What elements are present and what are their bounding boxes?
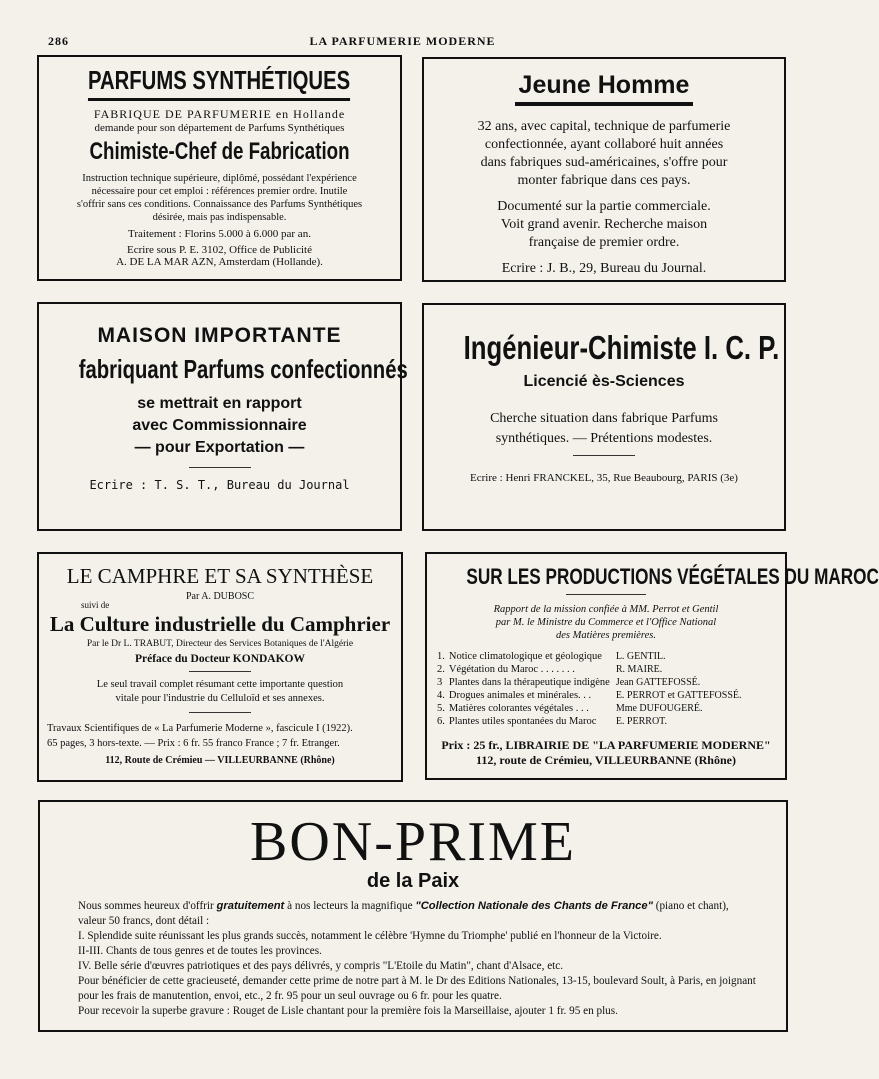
ad-maison-importante [37,302,408,531]
ad6-line: des Matières premières. [555,630,657,641]
ad5-travaux [39,721,401,751]
ad7-item1: I. Splendide suite réunissant les plus grands succès, notamment le célèbre 'Hymne du Triomphe' publié en l'honneur de la Victoire. [78,930,662,942]
ad5-preface: Préface du Docteur KONDAKOW [134,653,306,665]
ad5-suivi: suivi de [81,600,110,610]
ad1-body-line: s'offrir sans ces conditions. Connaissance des Parfums Synthétiques [76,199,363,210]
journal-title: LA PARFUMERIE MODERNE [309,34,496,48]
ad1-line1: FABRIQUE DE PARFUMERIE en Hollande [93,107,346,121]
contents-label: Notice climatologique et géologique [448,651,602,662]
ad1-contact1: Ecrire sous P. E. 3102, Office de Publicité [127,244,312,256]
ad-jeune-homme [422,57,786,282]
ad1-position: Chimiste-Chef de Fabrication [89,138,350,165]
ad2-line: française de premier ordre. [528,235,680,250]
ad-parfums-synthetiques [37,55,402,281]
ad1-body [39,172,400,224]
ad5-line: vitale pour l'industrie du Celluloïd et ses annexes. [115,693,325,704]
divider [189,712,251,713]
ad1-contact2: A. DE LA MAR AZN, Amsterdam (Hollande). [116,256,323,268]
ad7-text [40,893,786,1019]
ad4-body [424,409,784,449]
ad5-title: LE CAMPHRE ET SA SYNTHÈSE [66,564,374,588]
ad1-body-line: Instruction technique supérieure, diplômé, possédant l'expérience [82,173,357,184]
contents-row [437,702,742,715]
ad7-item3: IV. Belle série d'œuvres patriotiques et des pays délivrés, y compris "L'Etoile du Matin", chant d'Alsace, etc. [78,960,564,972]
contents-num: 1. [437,651,445,662]
contents-row [437,715,742,728]
ad3-line: — pour Exportation — [134,439,305,456]
ad7-intro-c: à nos lecteurs la magnifique [287,900,413,912]
contents-author: Jean GATTEFOSSÉ. [615,677,701,688]
ad6-address: 112, route de Crémieu, VILLEURBANNE (Rhône) [476,753,736,767]
ad6-price: Prix : 25 fr., LIBRAIRIE DE "LA PARFUMERIE MODERNE" [441,738,771,752]
contents-label: Plantes dans la thérapeutique indigène [448,677,610,688]
contents-label: Végétation du Maroc . . . . . . . [448,664,575,675]
ad4-contact: Ecrire : Henri FRANCKEL, 35, Rue Beaubourg, PARIS (3e) [470,472,738,484]
contents-row [437,650,742,663]
ad5-body [39,678,401,706]
ad5-line: 65 pages, 3 hors-texte. — Prix : 6 fr. 55 franco France ; 7 fr. Etranger. [47,738,340,749]
ad7-item2: II-III. Chants de tous genres et de toutes les provinces. [78,945,322,957]
contents-author: R. MAIRE. [615,664,663,675]
contents-row [437,663,742,676]
ad7-gravure: Pour recevoir la superbe gravure : Rouget de Lisle chantant pour la première fois la Marseillaise, ajouter 1 fr. 95 en plus. [78,1005,618,1017]
ad7-intro-b: gratuitement [216,900,285,912]
ad3-line2: fabriquant Parfums confectionnés [78,354,408,384]
ad7-title: BON-PRIME [249,811,577,873]
ad3-line1: MAISON IMPORTANTE [97,324,342,347]
contents-num: 6. [437,716,445,727]
ad7-intro-a: Nous sommes heureux d'offrir [78,900,214,912]
contents-label: Drogues animales et minérales. . . [448,690,592,701]
ad1-salary: Traitement : Florins 5.000 à 6.000 par an. [128,228,311,240]
ad6-report [427,603,785,642]
ad3-line: se mettrait en rapport [137,395,302,412]
contents-num: 2. [437,664,445,675]
contents-label: Plantes utiles spontanées du Maroc [448,716,597,727]
ad1-title: PARFUMS SYNTHÉTIQUES [88,65,350,101]
ad7-subtitle: de la Paix [366,870,460,892]
ad2-line: Voit grand avenir. Recherche maison [500,217,708,232]
ad6-contents-table [437,650,742,728]
divider [573,455,635,456]
ad5-line: Travaux Scientifiques de « La Parfumerie Moderne », fascicule I (1922). [47,723,353,734]
ad2-title: Jeune Homme [515,71,694,106]
divider [189,671,251,672]
ad6-line: Rapport de la mission confiée à MM. Perrot et Gentil [493,604,719,615]
ad5-line: Le seul travail complet résumant cette importante question [96,679,344,690]
contents-label: Matières colorantes végétales . . . [448,703,589,714]
contents-row [437,676,742,689]
ad3-contact: Ecrire : T. S. T., Bureau du Journal [89,478,350,492]
ad7-intro-d: "Collection Nationale des Chants de France" [415,900,653,912]
ad2-line: 32 ans, avec capital, technique de parfumerie [477,119,731,134]
ad5-author: Par A. DUBOSC [185,591,255,602]
contents-num: 3 [437,677,443,688]
ad7-intro [78,899,756,929]
ad-ingenieur-chimiste [422,303,786,531]
ad1-line2: demande pour son département de Parfums Synthétiques [94,122,345,134]
ad5-trabut: Par le Dr L. TRABUT, Directeur des Services Botaniques de l'Algérie [86,639,354,649]
ad7-intro-e: (piano et chant), valeur 50 francs, dont détail : [78,900,729,927]
contents-num: 5. [437,703,445,714]
divider [566,594,646,595]
contents-author: E. PERROT. [615,716,668,727]
ad1-body-line: nécessaire pour cet emploi : références premier ordre. Inutile [91,186,348,197]
ad3-line3 [39,393,400,459]
contents-num: 4. [437,690,445,701]
ad5-address: 112, Route de Crémieu — VILLEURBANNE (Rhône) [105,755,335,766]
contents-row [437,689,742,702]
ad6-title: SUR LES PRODUCTIONS VÉGÉTALES DU MAROC [466,564,879,589]
page-number: 286 [48,34,69,48]
ad4-line: Cherche situation dans fabrique Parfums [490,411,718,426]
divider [189,467,251,468]
ad2-contact: Ecrire : J. B., 29, Bureau du Journal. [501,261,707,276]
ad2-line: Documenté sur la partie commerciale. [497,199,711,214]
contents-author: E. PERROT et GATTEFOSSÉ. [615,690,742,701]
contents-author: L. GENTIL. [615,651,666,662]
ad1-body-line: désirée, mais pas indispensable. [152,212,287,223]
ad-bon-prime [38,800,788,1032]
ad-camphre [37,552,403,782]
contents-author: Mme DUFOUGERÉ. [615,703,703,714]
ad4-subtitle: Licencié ès-Sciences [523,373,685,390]
page-header [40,30,765,50]
ad4-title: Ingénieur-Chimiste I. C. P. [463,329,780,366]
ad5-title2: La Culture industrielle du Camphrier [49,612,391,636]
ad2-para1 [424,118,784,190]
ad-productions-maroc [425,552,879,780]
ad2-line: confectionnée, ayant collaboré huit années [484,137,724,152]
ad2-line: dans fabriques sud-américaines, s'offre pour [480,155,728,170]
ad4-line: synthétiques. — Prétentions modestes. [495,431,713,446]
ad3-line: avec Commissionnaire [132,417,307,434]
ad7-benefit: Pour bénéficier de cette gracieuseté, demander cette prime de notre part à M. le Dr des Editions Nationales, 13-15, boulevard Soult, à Paris, en joignant pour les frais de manutention, envoi, etc., 2 fr. 95 pour un seul ouvrage ou 6 fr. pour les quatre. [78,975,756,1002]
ad2-para2 [424,198,784,252]
ad2-line: monter fabrique dans ces pays. [517,173,691,188]
ad6-line: par M. le Ministre du Commerce et l'Office National [495,617,717,628]
